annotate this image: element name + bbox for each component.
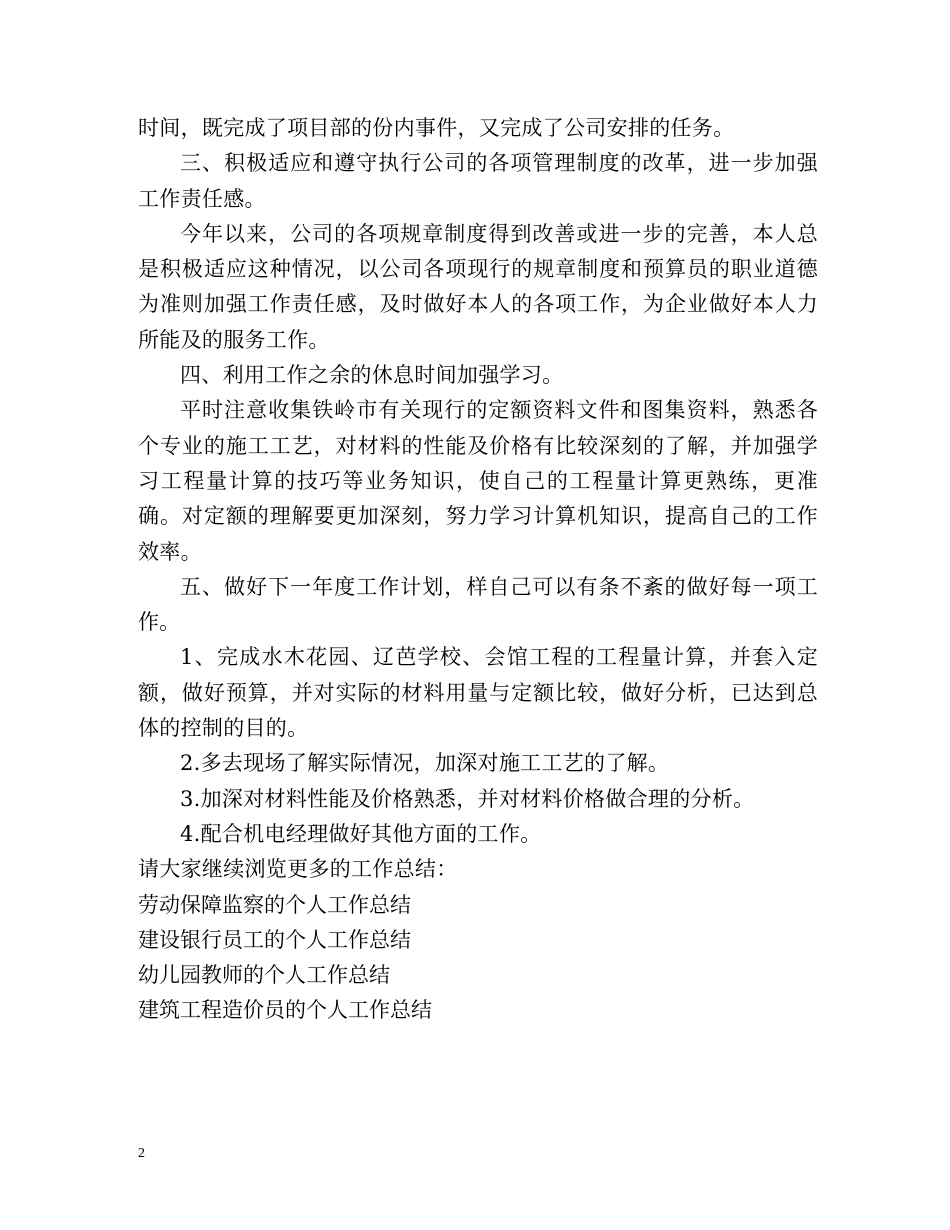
section-heading: 四、利用工作之余的休息时间加强学习。 bbox=[180, 363, 564, 388]
more-articles-prompt: 请大家继续浏览更多的工作总结： bbox=[138, 857, 458, 882]
paragraph: 时间，既完成了项目部的份内事件，又完成了公司安排的任务。 bbox=[138, 116, 735, 140]
related-link[interactable]: 劳动保障监察的个人工作总结 bbox=[138, 892, 411, 917]
related-link[interactable]: 建筑工程造价员的个人工作总结 bbox=[138, 998, 432, 1023]
related-link[interactable]: 幼儿园教师的个人工作总结 bbox=[138, 963, 390, 988]
plan-item: 2.多去现场了解实际情况，加深对施工工艺的了解。 bbox=[180, 751, 670, 776]
paragraph: 平时注意收集铁岭市有关现行的定额资料文件和图集资料，熟悉各个专业的施工工艺，对材料的性能及价格有比较深刻的了解，并加强学习工程量计算的技巧等业务知识，使自己的工程量计算更熟练，更准确。对定额的理解要更加深刻，努力学习计算机知识，提高自己的工作效率。 bbox=[138, 398, 818, 564]
related-link[interactable]: 建设银行员工的个人工作总结 bbox=[138, 927, 411, 952]
document-body bbox=[138, 111, 818, 1029]
plan-item: 4.配合机电经理做好其他方面的工作。 bbox=[180, 821, 542, 846]
page-number: 2 bbox=[138, 1146, 145, 1161]
plan-item: 1、完成水木花园、辽芭学校、会馆工程的工程量计算，并套入定额，做好预算，并对实际的材料用量与定额比较，做好分析，已达到总体的控制的目的。 bbox=[138, 645, 818, 741]
section-heading: 五、做好下一年度工作计划，样自己可以有条不紊的做好每一项工作。 bbox=[138, 574, 818, 635]
paragraph: 今年以来，公司的各项规章制度得到改善或进一步的完善，本人总是积极适应这种情况，以公司各项现行的规章制度和预算员的职业道德为准则加强工作责任感，及时做好本人的各项工作，为企业做好本人力所能及的服务工作。 bbox=[138, 221, 818, 352]
plan-item: 3.加深对材料性能及价格熟悉，并对材料价格做合理的分析。 bbox=[180, 786, 755, 811]
related-links-list bbox=[138, 888, 818, 1029]
section-heading: 三、积极适应和遵守执行公司的各项管理制度的改革，进一步加强工作责任感。 bbox=[138, 151, 818, 211]
